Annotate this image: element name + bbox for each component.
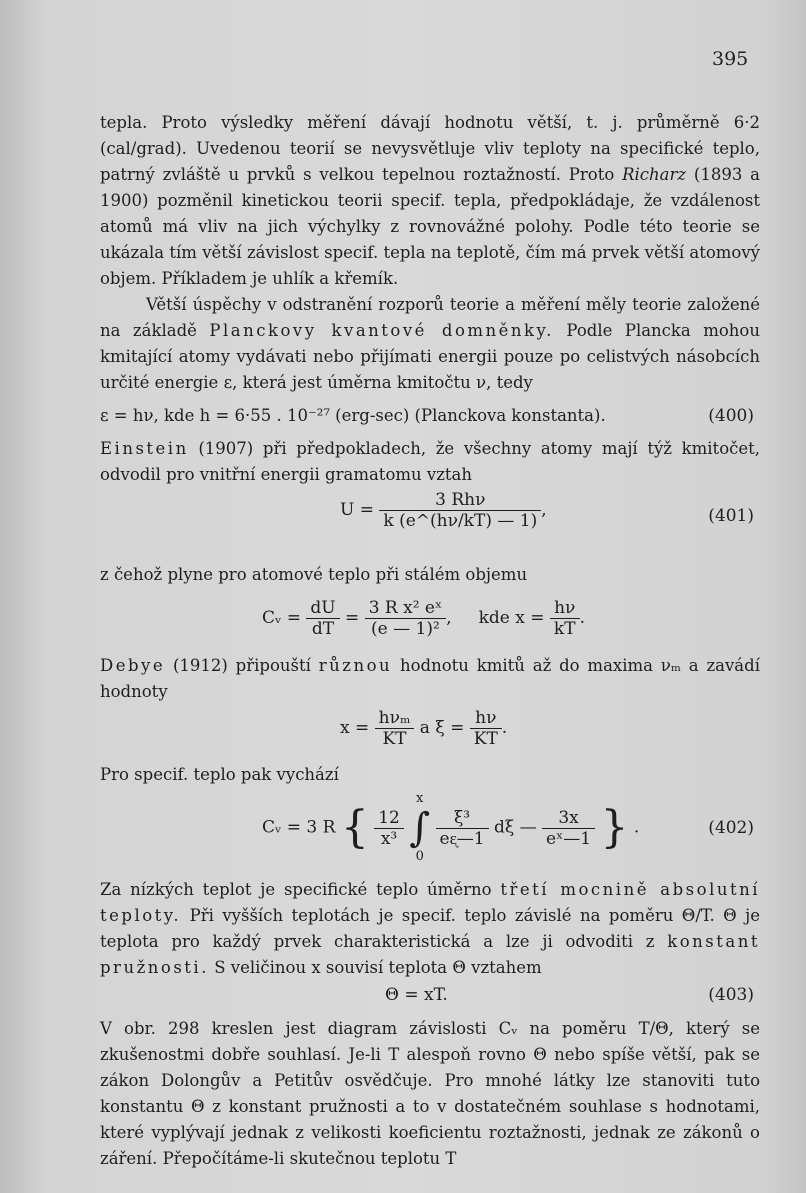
paragraph-8: V obr. 298 kreslen jest diagram závislosti Cᵥ na poměru T/Θ, který se zkušenostmi dobře souhlasí. Je-li T alespoň rovno Θ nebo spíše větší, pak se zákon Dolongův a Petitův osvědčuje. Pro mnohé látky lze stanoviti tuto konstantu Θ z konstant pružnosti a to v dostatečném souhlase s hodnotami, které vyplývají jednak z velikosti koeficientu roztažnosti, jednak ze zákonů o záření. Přepočítáme-li skutečnou teplotu T [100,1019,760,1168]
equation-401-number: (401) [708,506,754,526]
equation-401: U = $\frac{\text{3 Rhν}}{k (e\^{}(h\nu/kT) — 1)}$ , [340,490,547,531]
equation-402: Cᵥ = 3 R { $\frac{12}{\text{x³}}$ x ∫ 0 $\frac{\text{ξ³}}{\text{eᶓ—1}}$ dξ — $\frac{3x}{\text{eˣ—1}}$ } . [262,791,640,864]
paragraph-6: Pro specif. teplo pak vychází [100,765,339,784]
equation-400-number: (400) [708,406,754,426]
paragraph-4: z čehož plyne pro atomové teplo při stálém objemu [100,565,528,584]
equation-cv: Cᵥ = $\frac{dU}{dT}$ = $\frac{\text{3 R x² eˣ}}{\text{(e — 1)²}}$ , kde x = $\frac{h\nu}{kT}$ . [262,598,585,639]
equation-403-number: (403) [708,985,754,1005]
equation-403: Θ = xT. [385,985,448,1005]
equation-400: ε = hν, kde h = 6·55 . 10⁻²⁷ (erg-sec) (Planckova konstanta). [100,406,606,425]
page-number: 395 [712,48,749,70]
author-richarz: Richarz [622,165,687,184]
paragraph-2: Větší úspěchy v odstranění rozporů teorie a měření měly teorie založené na základě Planckovy kvantové domněnky. Podle Plancka mohou kmitající atomy vydávati nebo přijímati energii pouze po celistvých násobcích určité energie ε, která jest úměrna kmitočtu ν, tedy [100,295,760,392]
paragraph-5: Debye (1912) připouští různou hodnotu kmitů až do maxima νₘ a zavádí hodnoty [100,656,760,701]
paragraph-1 [100,110,760,396]
equation-402-number: (402) [708,818,754,838]
paragraph-1-text: tepla. Proto výsledky měření dávají hodnotu větší, t. j. průměrně 6·2 (cal/grad). Uvedenou teorií se nevysvětluje vliv teploty na specifické teplo, patrný zvláště u prvků s velkou tepelnou roztažností. Proto Richarz (1893 a 1900) pozměnil kinetickou teorii specif. tepla, předpokládaje, že vzdálenost atomů má vliv na jich výchylky z rovnovážné polohy. Podle této teorie se ukázala tím větší závislost specif. tepla na teplotě, čím má prvek větší atomový objem. Příkladem je uhlík a křemík. [100,113,760,288]
paragraph-7: Za nízkých teplot je specifické teplo úměrno třetí mocnině absolutní teploty. Při vyšších teplotách je specif. teplo závislé na poměru Θ/T. Θ je teplota pro každý prvek charakteristická a lze ji odvoditi z konstant pružnosti. S veličinou x souvisí teplota Θ vztahem [100,880,761,977]
paragraph-3: Einstein (1907) při předpokladech, že všechny atomy mají týž kmitočet, odvodil pro vnitřní energii gramatomu vztah [100,439,761,484]
equation-x: x = $\frac{\text{hνₘ}}{KT}$ a ξ = $\frac{h\nu}{KT}$ . [340,708,508,749]
